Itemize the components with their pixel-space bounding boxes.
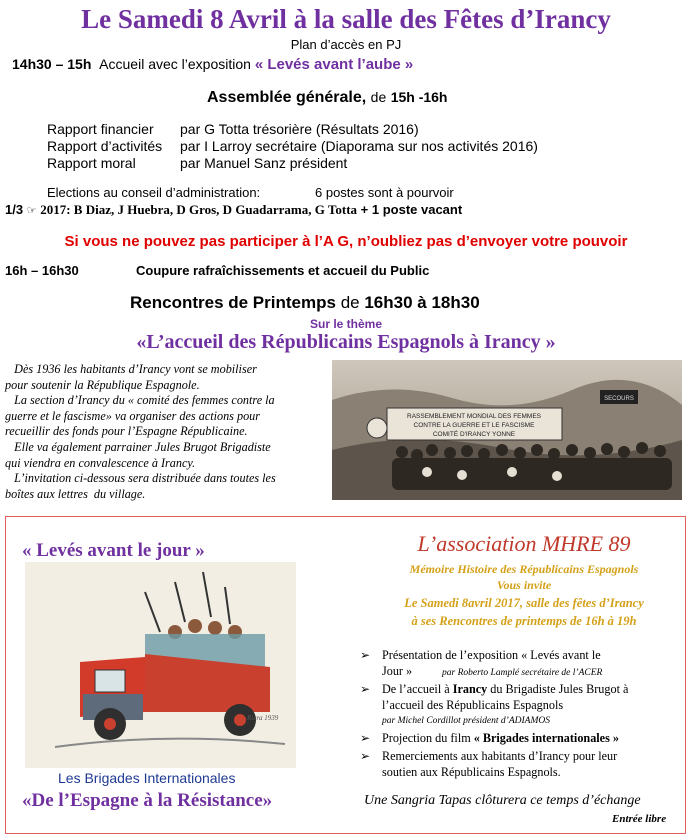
program-item-text: soutien aux Républicains Espagnols. xyxy=(382,765,561,779)
paragraph-line: boîtes aux lettres du village. xyxy=(5,486,146,501)
ag-time: 15h -16h xyxy=(390,89,448,105)
break-text: Coupure rafraîchissements et accueil du Public xyxy=(136,263,430,278)
pointing-hand-icon: ☞ xyxy=(26,205,37,217)
history-paragraph xyxy=(5,362,276,502)
ag-heading-text: Assemblée générale, xyxy=(207,89,367,106)
welcome-text: Accueil avec l’exposition xyxy=(99,56,251,72)
theme-label: Sur le thème xyxy=(309,317,383,331)
report-value: par Manuel Sanz président xyxy=(180,155,348,171)
elections-value: 6 postes sont à pourvoir xyxy=(315,185,454,200)
painting-illustration xyxy=(25,562,296,768)
book-title: « Levés avant le jour » xyxy=(22,540,205,561)
report-label: Rapport d’activités xyxy=(47,138,163,154)
break-time: 16h – 16h30 xyxy=(5,263,79,278)
paragraph-line: qui viendra en convalescence à Irancy. xyxy=(5,455,196,470)
program-item-credit: par Roberto Lamplé secrétaire de l’ACER xyxy=(442,668,603,678)
program-item-text: Projection du film xyxy=(382,731,474,745)
arrow-bullet-icon: ➢ xyxy=(360,682,371,696)
renewal-names: 2017: B Diaz, J Huebra, D Gros, D Guadarrama, G Totta xyxy=(40,202,358,217)
report-label: Rapport moral xyxy=(47,155,136,171)
meetings-title: Rencontres de Printemps xyxy=(130,293,336,312)
report-value: par G Totta trésorière (Résultats 2016) xyxy=(180,121,419,137)
program-item-text: Remerciements aux habitants d’Irancy pour leur xyxy=(382,749,618,763)
proxy-warning: Si vous ne pouvez pas participer à l’A G, n’oubliez pas d’envoyer votre pouvoir xyxy=(64,233,628,250)
film-title: « Brigades internationales » xyxy=(473,731,619,745)
renewal-fraction: 1/3 xyxy=(5,202,24,217)
free-entry: Entrée libre xyxy=(612,813,667,825)
welcome-line xyxy=(12,56,413,73)
report-label: Rapport financier xyxy=(47,121,154,137)
paragraph-line: Elle va également parrainer Jules Brugot Brigadiste xyxy=(5,439,271,454)
welcome-time: 14h30 – 15h xyxy=(12,56,92,72)
exhibition-title: « Levés avant l’aube » xyxy=(254,56,414,73)
invites-text: Vous invite xyxy=(496,578,552,592)
paragraph-line: pour soutenir la République Espagnole. xyxy=(5,377,200,392)
theme-title: «L’accueil des Républicains Espagnols à Irancy » xyxy=(136,331,556,353)
program-item-text: De l’accueil à xyxy=(382,682,453,696)
elections-label: Elections au conseil d’administration: xyxy=(47,185,261,200)
flag-text: SECOURS xyxy=(604,396,634,402)
closing-text: Une Sangria Tapas clôturera ce temps d’échange xyxy=(364,793,641,808)
program-item-text: du Brigadiste Jules Brugot à xyxy=(487,682,629,696)
meetings-time: 16h30 à 18h30 xyxy=(364,293,480,312)
association-name: L’association MHRE 89 xyxy=(417,531,631,556)
report-value: par I Larroy secrétaire (Diaporama sur nos activités 2016) xyxy=(180,138,538,154)
meetings-time-prefix: de xyxy=(340,293,360,312)
program-item-text: l’accueil des Républicains Espagnols xyxy=(382,698,564,712)
historical-photo xyxy=(332,360,682,500)
banner-text: CONTRE LA GUERRE ET LE FASCISME xyxy=(413,422,535,429)
program-item-highlight: Irancy xyxy=(452,682,488,696)
program-item-credit: par Michel Cordillot président d’ADIAMOS xyxy=(382,716,550,726)
event-date-line: Le Samedi 8avril 2017, salle des fêtes d’Irancy xyxy=(404,596,644,610)
paragraph-line: Dès 1936 les habitants d’Irancy vont se mobiliser xyxy=(5,362,257,376)
paragraph-line: recueillir des fonds pour l’Espagne Républicaine. xyxy=(5,424,248,439)
arrow-bullet-icon: ➢ xyxy=(360,749,371,763)
banner-text: RASSEMBLEMENT MONDIAL DES FEMMES xyxy=(407,413,541,420)
meetings-heading xyxy=(130,293,480,313)
access-plan-note: Plan d’accès en PJ xyxy=(290,37,402,52)
ag-time-prefix: de xyxy=(370,89,387,105)
association-full-name: Mémoire Histoire des Républicains Espagnols xyxy=(409,562,639,576)
renewal-line xyxy=(5,202,462,218)
paragraph-line: guerre et le fascisme» va organiser des actions pour xyxy=(5,408,260,423)
painting-signature: Riera 1939 xyxy=(247,714,279,722)
page-title: Le Samedi 8 Avril à la salle des Fêtes d’Irancy xyxy=(81,4,611,34)
arrow-bullet-icon: ➢ xyxy=(360,731,371,745)
paragraph-line: La section d’Irancy du « comité des femmes contre la xyxy=(5,393,275,408)
event-meeting-line: à ses Rencontres de printemps de 16h à 19h xyxy=(411,614,637,628)
vacant-seat: + 1 poste vacant xyxy=(360,202,463,217)
banner-text: COMITÉ D'IRANCY YONNE xyxy=(432,431,516,438)
arrow-bullet-icon: ➢ xyxy=(360,648,371,662)
ag-heading xyxy=(207,89,448,107)
resistance-subtitle: «De l’Espagne à la Résistance» xyxy=(22,790,273,811)
brigades-caption: Les Brigades Internationales xyxy=(58,770,236,786)
program-item-text: Présentation de l’exposition « Levés avant le xyxy=(382,648,601,662)
paragraph-line: L’invitation ci-dessous sera distribuée dans toutes les xyxy=(5,471,276,486)
program-item-text: Jour » xyxy=(382,664,413,678)
